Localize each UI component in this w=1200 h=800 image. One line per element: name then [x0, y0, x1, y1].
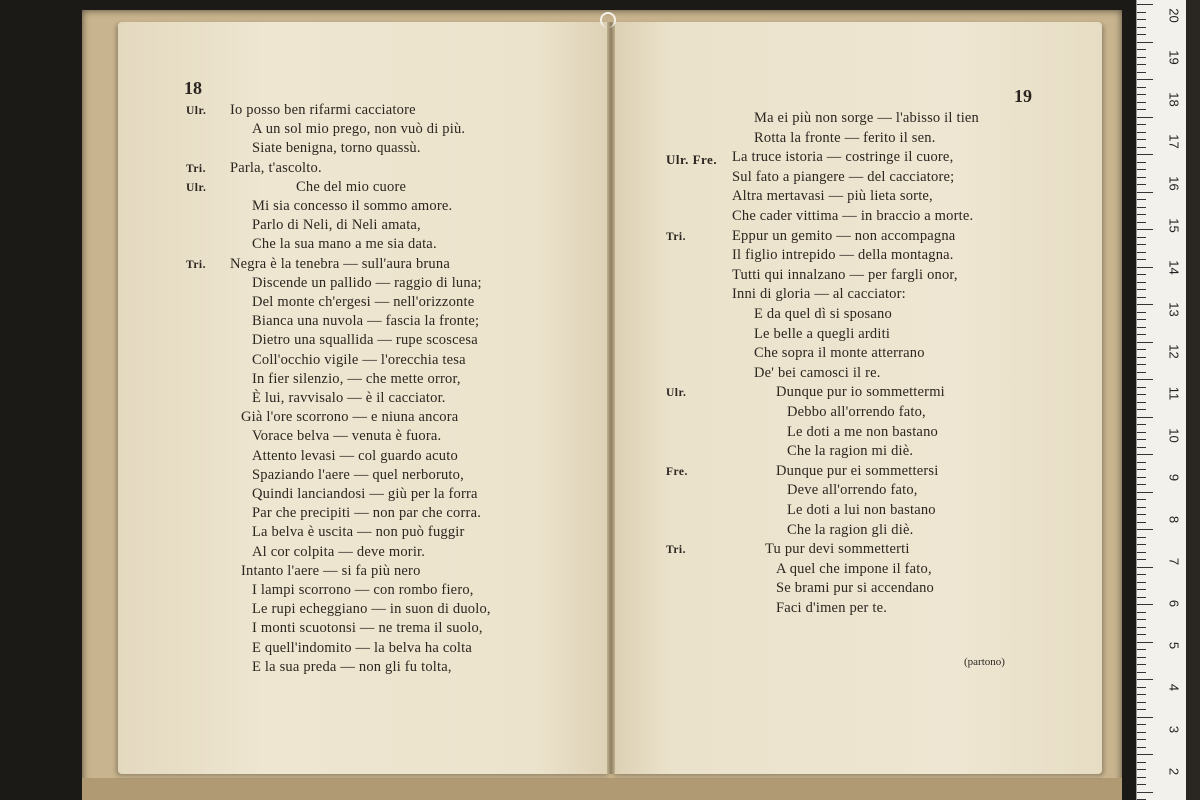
ruler-tick: [1137, 709, 1146, 710]
verse-line: Parlo di Neli, di Neli amata,: [252, 217, 421, 234]
verse-line: A quel che impone il fato,: [776, 560, 932, 577]
speaker-label: Tri.: [186, 162, 206, 175]
speaker-label: Ulr. Fre.: [666, 152, 718, 168]
ruler-tick: [1137, 409, 1146, 410]
verse-line: Sul fato a piangere — del cacciatore;: [732, 168, 955, 185]
ruler-tick: [1137, 477, 1146, 478]
ruler-number: 13: [1166, 302, 1182, 317]
ruler-tick: [1137, 169, 1146, 170]
verse-line: Inni di gloria — al cacciator:: [732, 286, 906, 303]
ruler-tick: [1137, 469, 1146, 470]
ruler-tick: [1137, 724, 1146, 725]
ruler-tick: [1137, 282, 1146, 283]
ruler-tick: [1137, 739, 1146, 740]
ruler-number: 12: [1166, 344, 1182, 359]
ruler-tick: [1137, 214, 1146, 215]
verse-line: Parla, t'ascolto.: [230, 159, 322, 176]
ruler-tick: [1137, 94, 1146, 95]
verse-line: Che del mio cuore: [296, 178, 407, 195]
ruler-tick: [1137, 619, 1146, 620]
verse-line: È lui, ravvisalo — è il cacciator.: [252, 390, 446, 406]
ruler-tick: [1137, 177, 1146, 178]
ruler-tick: [1137, 747, 1146, 748]
ruler-tick: [1137, 222, 1146, 223]
ruler-tick: [1137, 582, 1146, 583]
verse-line: Che la ragion mi diè.: [787, 443, 914, 460]
ruler-number: 5: [1166, 641, 1182, 650]
ruler-tick: [1137, 252, 1146, 253]
ruler-number: 4: [1166, 683, 1182, 692]
ruler-tick: [1137, 184, 1146, 185]
ruler-tick: [1137, 484, 1146, 485]
verse-line: Tutti qui innalzano — per fargli onor,: [732, 266, 958, 283]
ruler-number: 7: [1166, 557, 1182, 566]
ruler-tick: [1137, 244, 1146, 245]
ruler-tick: [1137, 597, 1146, 598]
ruler-tick: [1137, 289, 1146, 290]
ruler-number: 11: [1166, 386, 1182, 401]
ruler-tick: [1137, 492, 1153, 493]
ruler-tick: [1137, 544, 1146, 545]
ruler-number: 2: [1166, 767, 1182, 776]
verse-line: Deve all'orrendo fato,: [787, 482, 918, 499]
left-page: [118, 22, 610, 774]
ruler-tick: [1137, 57, 1146, 58]
ruler-tick: [1137, 372, 1146, 373]
ruler-tick: [1137, 687, 1146, 688]
verse-line: Che sopra il monte atterrano: [754, 345, 925, 362]
verse-line: Le doti a me non bastano: [787, 423, 938, 440]
ruler-tick: [1137, 627, 1146, 628]
ruler-tick: [1137, 762, 1146, 763]
ruler-number: 18: [1166, 92, 1182, 107]
ruler-tick: [1137, 514, 1146, 515]
ruler-tick: [1137, 237, 1146, 238]
ruler-number: 14: [1166, 260, 1182, 275]
ruler-tick: [1137, 64, 1146, 65]
ruler-tick: [1137, 792, 1153, 793]
verse-line: Dietro una squallida — rupe scoscesa: [252, 332, 478, 349]
ruler-tick: [1137, 574, 1146, 575]
ruler-tick: [1137, 552, 1146, 553]
ruler-tick: [1137, 319, 1146, 320]
ruler-tick: [1137, 394, 1146, 395]
ruler-number: 10: [1166, 428, 1182, 443]
verse-line: Debbo all'orrendo fato,: [787, 404, 926, 420]
ruler-tick: [1137, 499, 1146, 500]
ruler-number: 8: [1166, 515, 1182, 524]
verse-line: Mi sia concesso il sommo amore.: [252, 198, 453, 214]
verse-line: Ma ei più non sorge — l'abisso il tien: [754, 110, 980, 126]
verse-line: Discende un pallido — raggio di luna;: [252, 274, 482, 291]
ruler-tick: [1137, 432, 1146, 433]
verse-line: E da quel dì si sposano: [754, 306, 892, 322]
ruler-tick: [1137, 357, 1146, 358]
ruler-tick: [1137, 642, 1153, 643]
ruler-tick: [1137, 672, 1146, 673]
verse-line: Che cader vittima — in braccio a morte.: [732, 208, 974, 224]
verse-line: Faci d'imen per te.: [776, 600, 888, 616]
ruler-tick: [1137, 702, 1146, 703]
ruler-tick: [1137, 649, 1146, 650]
ruler-number: 6: [1166, 599, 1182, 608]
ruler-tick: [1137, 364, 1146, 365]
ruler-tick: [1137, 132, 1146, 133]
page-number-right: 19: [1014, 86, 1032, 106]
ruler-tick: [1137, 102, 1146, 103]
verse-line: La truce istoria — costringe il cuore,: [732, 149, 954, 166]
ruler-tick: [1137, 439, 1146, 440]
ruler-tick: [1137, 34, 1146, 35]
verse-line: Altra mertavasi — più lieta sorte,: [732, 188, 933, 205]
ruler-tick: [1137, 664, 1146, 665]
verse-line: Par che precipiti — non par che corra.: [252, 505, 482, 522]
verse-line: Che la sua mano a me sia data.: [252, 236, 437, 253]
verse-line: Tu pur devi sommetterti: [765, 541, 910, 558]
ruler-tick: [1137, 777, 1146, 778]
ruler-tick: [1137, 679, 1153, 680]
right-page: [612, 22, 1102, 774]
verse-line: La belva è uscita — non può fuggir: [252, 524, 465, 541]
ruler-tick: [1137, 379, 1153, 380]
ruler-tick: [1137, 162, 1146, 163]
ruler-tick: [1137, 4, 1153, 5]
book-gutter: [607, 22, 615, 774]
speaker-label: Ulr.: [186, 181, 207, 194]
verse-line: Le belle a quegli arditi: [754, 325, 891, 342]
ruler-tick: [1137, 297, 1146, 298]
speaker-label: Ulr.: [666, 387, 687, 400]
ruler-tick: [1137, 334, 1146, 335]
ruler-tick: [1137, 349, 1146, 350]
speaker-label: Tri.: [186, 258, 206, 271]
verse-line: I lampi scorrono — con rombo fiero,: [252, 582, 474, 598]
verse-line: Al cor colpita — deve morir.: [252, 543, 426, 560]
ruler-tick: [1137, 109, 1146, 110]
ruler-tick: [1137, 304, 1153, 305]
ruler-tick: [1137, 424, 1146, 425]
ruler-tick: [1137, 42, 1153, 43]
speaker-label: Tri.: [666, 230, 686, 243]
verse-line: Che la ragion gli diè.: [787, 521, 914, 538]
ruler-tick: [1137, 612, 1146, 613]
page-number-left: 18: [184, 78, 202, 98]
verse-line: In fier silenzio, — che mette orror,: [252, 370, 461, 387]
ruler-tick: [1137, 522, 1146, 523]
ruler-tick: [1137, 732, 1146, 733]
ruler-tick: [1137, 267, 1153, 268]
ruler-tick: [1137, 754, 1153, 755]
verse-line: I monti scuotonsi — ne trema il suolo,: [252, 620, 483, 637]
ruler-tick: [1137, 694, 1146, 695]
verse-line: Attento levasi — col guardo acuto: [252, 447, 458, 464]
verse-line: Io posso ben rifarmi cacciatore: [230, 102, 416, 118]
ruler-tick: [1137, 87, 1146, 88]
ruler-tick: [1137, 784, 1146, 785]
ruler-tick: [1137, 454, 1153, 455]
verse-line: Le rupi echeggiano — in suon di duolo,: [252, 601, 491, 618]
verse-line: E quell'indomito — la belva ha colta: [252, 639, 473, 656]
ruler-tick: [1137, 12, 1146, 13]
verse-line: Vorace belva — venuta è fuora.: [252, 428, 442, 445]
ruler-tick: [1137, 49, 1146, 50]
verse-line: A un sol mio prego, non vuò di più.: [252, 121, 466, 138]
ruler-tick: [1137, 207, 1146, 208]
binding-thread: [600, 12, 616, 28]
ruler-tick: [1137, 507, 1146, 508]
verse-line: Bianca una nuvola — fascia la fronte;: [252, 313, 480, 330]
ruler-tick: [1137, 229, 1153, 230]
ruler-tick: [1137, 657, 1146, 658]
ruler-tick: [1137, 147, 1146, 148]
ruler-number: 20: [1166, 8, 1182, 23]
ruler-edge: [1186, 0, 1200, 800]
ruler-tick: [1137, 717, 1153, 718]
ruler-tick: [1137, 139, 1146, 140]
ruler-number: 9: [1166, 473, 1182, 482]
ruler-tick: [1137, 274, 1146, 275]
stage-direction: (partono): [964, 656, 1005, 668]
measuring-ruler: [1136, 0, 1189, 800]
verse-line: Se brami pur si accendano: [776, 580, 935, 597]
ruler-tick: [1137, 327, 1146, 328]
ruler-tick: [1137, 634, 1146, 635]
ruler-number: 16: [1166, 176, 1182, 191]
verse-line: Rotta la fronte — ferito il sen.: [754, 129, 936, 146]
ruler-tick: [1137, 124, 1146, 125]
verse-line: Siate benigna, torno quassù.: [252, 140, 421, 157]
ruler-tick: [1137, 559, 1146, 560]
speaker-label: Tri.: [666, 544, 686, 557]
speaker-label: Ulr.: [186, 105, 207, 117]
ruler-tick: [1137, 19, 1146, 20]
verse-line: Dunque pur ei sommettersi: [776, 462, 939, 479]
ruler-tick: [1137, 769, 1146, 770]
verse-line: Le doti a lui non bastano: [787, 502, 936, 518]
verse-line: De' bei camosci il re.: [754, 364, 881, 381]
ruler-tick: [1137, 27, 1146, 28]
verse-line: Già l'ore scorrono — e niuna ancora: [241, 409, 459, 426]
ruler-tick: [1137, 259, 1146, 260]
verse-line: Eppur un gemito — non accompagna: [732, 227, 956, 244]
verse-line: Coll'occhio vigile — l'orecchia tesa: [252, 351, 466, 368]
ruler-number: 19: [1166, 50, 1182, 65]
verse-line: Dunque pur io sommettermi: [776, 384, 945, 401]
cardboard-edge: [82, 778, 1122, 800]
verse-line: Il figlio intrepido — della montagna.: [732, 247, 954, 264]
ruler-tick: [1137, 402, 1146, 403]
ruler-tick: [1137, 312, 1146, 313]
verse-line: E la sua preda — non gli fu tolta,: [252, 658, 452, 675]
ruler-tick: [1137, 567, 1153, 568]
ruler-tick: [1137, 387, 1146, 388]
verse-line: Quindi lanciandosi — giù per la forra: [252, 486, 478, 502]
ruler-tick: [1137, 447, 1146, 448]
verse-line: Del monte ch'ergesi — nell'orizzonte: [252, 294, 475, 310]
ruler-tick: [1137, 192, 1153, 193]
ruler-number: 17: [1166, 134, 1182, 149]
ruler-tick: [1137, 154, 1153, 155]
speaker-label: Fre.: [666, 465, 688, 478]
ruler-number: 3: [1166, 725, 1182, 734]
verse-line: Intanto l'aere — si fa più nero: [241, 562, 421, 579]
ruler-number: 15: [1166, 218, 1182, 233]
ruler-tick: [1137, 462, 1146, 463]
ruler-tick: [1137, 342, 1153, 343]
ruler-tick: [1137, 199, 1146, 200]
verse-line: Negra è la tenebra — sull'aura bruna: [230, 255, 450, 272]
ruler-tick: [1137, 589, 1146, 590]
verse-line: Spaziando l'aere — quel nerboruto,: [252, 466, 464, 483]
ruler-tick: [1137, 79, 1153, 80]
ruler-tick: [1137, 117, 1153, 118]
ruler-tick: [1137, 72, 1146, 73]
ruler-tick: [1137, 529, 1153, 530]
ruler-tick: [1137, 537, 1146, 538]
ruler-tick: [1137, 604, 1153, 605]
ruler-tick: [1137, 417, 1153, 418]
